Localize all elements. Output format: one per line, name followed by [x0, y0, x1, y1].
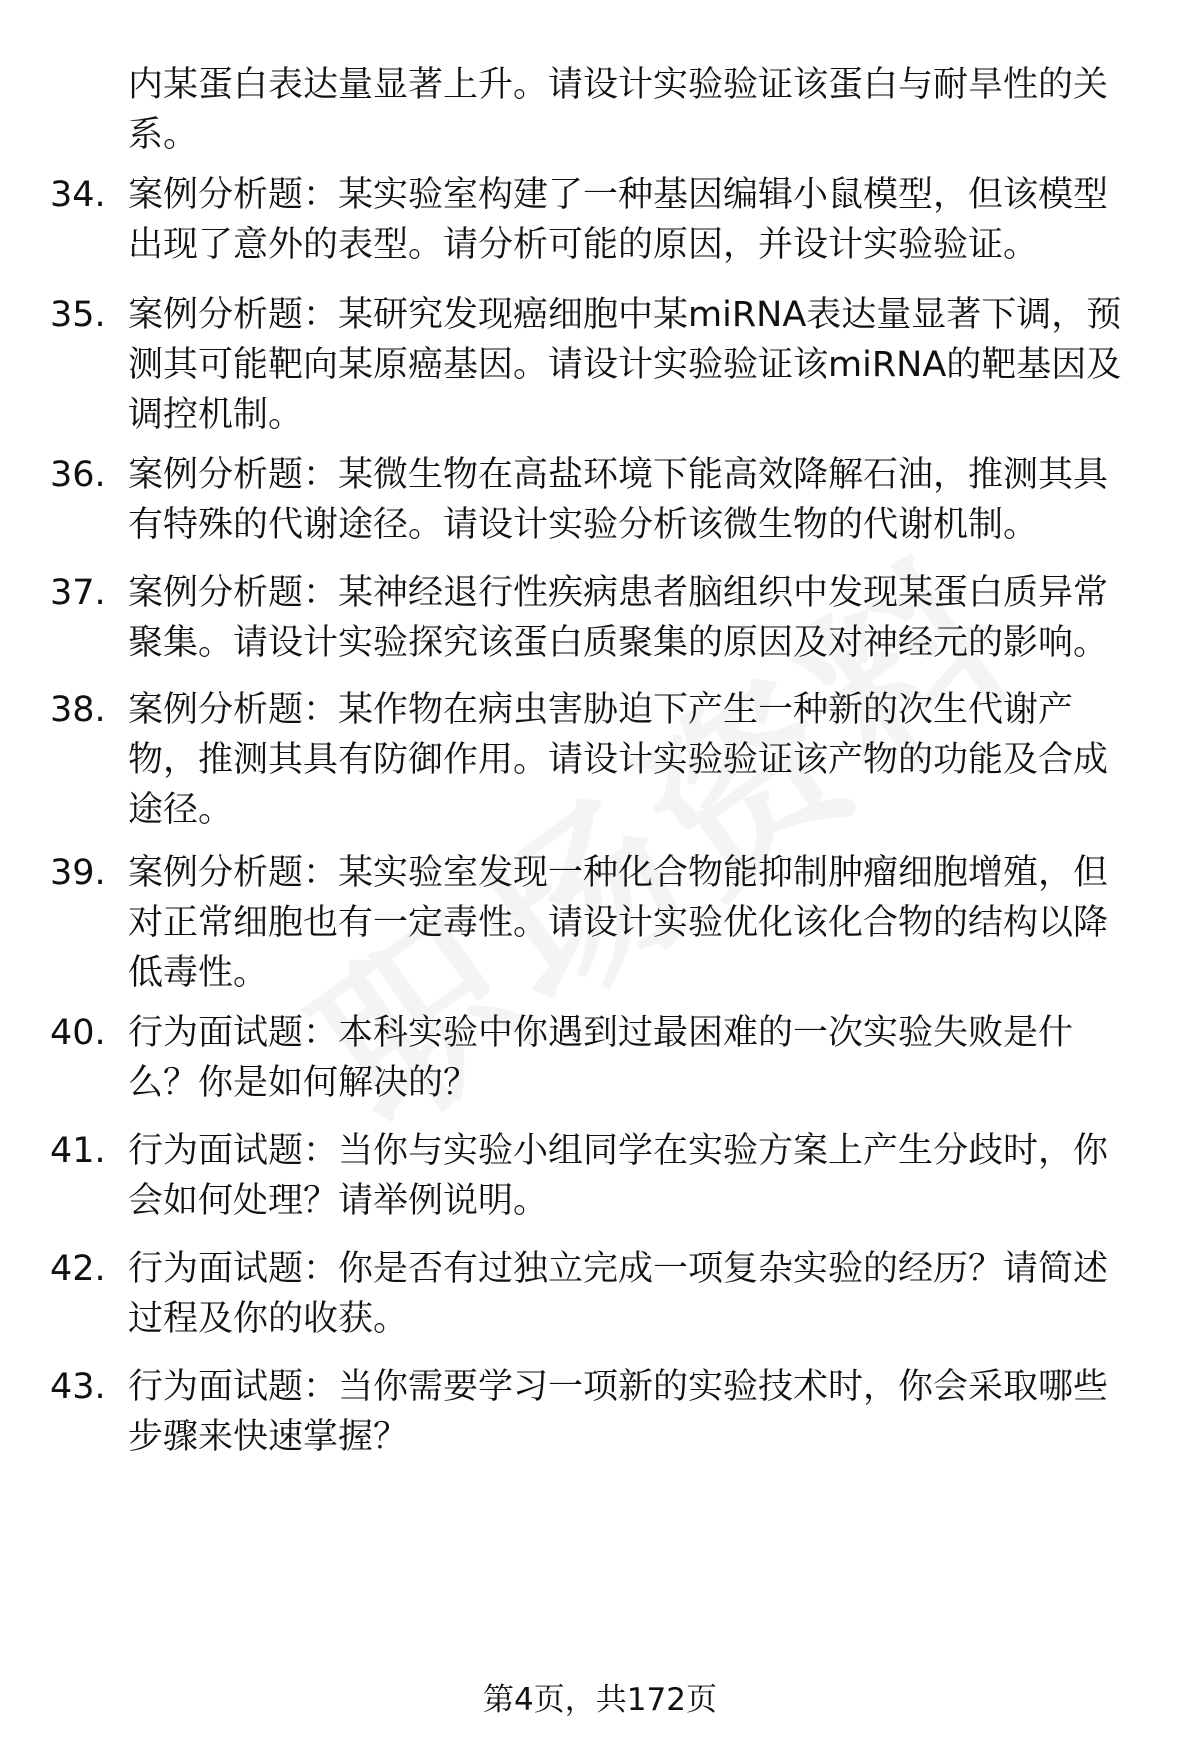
question-text: 行为面试题：你是否有过独立完成一项复杂实验的经历？请简述过程及你的收获。 [128, 1249, 1109, 1339]
question-item-41 [50, 1126, 1140, 1226]
question-number: 36. [50, 455, 106, 495]
question-item-39 [50, 848, 1140, 998]
page-footer: 第4页，共172页 [483, 1682, 717, 1718]
question-item-40 [50, 1008, 1140, 1108]
continued-question-text: 内某蛋白表达量显著上升。请设计实验验证该蛋白与耐旱性的关系。 [128, 65, 1109, 155]
question-item-35 [50, 290, 1140, 440]
question-text: 案例分析题：某神经退行性疾病患者脑组织中发现某蛋白质异常聚集。请设计实验探究该蛋白质聚集的原因及对神经元的影响。 [128, 573, 1109, 663]
question-item-42 [50, 1244, 1140, 1344]
question-number: 41. [50, 1131, 106, 1171]
question-text: 案例分析题：某作物在病虫害胁迫下产生一种新的次生代谢产物，推测其具有防御作用。请设计实验验证该产物的功能及合成途径。 [128, 690, 1109, 830]
question-number: 37. [50, 573, 106, 613]
question-number: 35. [50, 295, 106, 335]
question-number: 42. [50, 1249, 106, 1289]
question-number: 40. [50, 1013, 106, 1053]
question-number: 38. [50, 690, 106, 730]
question-number: 43. [50, 1367, 106, 1407]
question-text: 案例分析题：某实验室发现一种化合物能抑制肿瘤细胞增殖，但对正常细胞也有一定毒性。请设计实验优化该化合物的结构以降低毒性。 [128, 853, 1109, 993]
question-text: 行为面试题：当你需要学习一项新的实验技术时，你会采取哪些步骤来快速掌握？ [128, 1367, 1109, 1457]
question-item-36 [50, 450, 1140, 550]
question-item-37 [50, 568, 1140, 668]
question-item-34 [50, 170, 1140, 270]
question-item-43 [50, 1362, 1140, 1462]
question-number: 39. [50, 853, 106, 893]
question-text: 行为面试题：当你与实验小组同学在实验方案上产生分歧时，你会如何处理？请举例说明。 [128, 1131, 1109, 1221]
question-text: 案例分析题：某实验室构建了一种基因编辑小鼠模型，但该模型出现了意外的表型。请分析可能的原因，并设计实验验证。 [128, 175, 1109, 265]
question-item-38 [50, 685, 1140, 835]
question-text: 案例分析题：某研究发现癌细胞中某miRNA表达量显著下调，预测其可能靶向某原癌基因。请设计实验验证该miRNA的靶基因及调控机制。 [128, 295, 1122, 435]
question-number: 34. [50, 175, 106, 215]
question-text: 案例分析题：某微生物在高盐环境下能高效降解石油，推测其具有特殊的代谢途径。请设计实验分析该微生物的代谢机制。 [128, 455, 1109, 545]
question-text: 行为面试题：本科实验中你遇到过最困难的一次实验失败是什么？你是如何解决的？ [128, 1013, 1074, 1103]
